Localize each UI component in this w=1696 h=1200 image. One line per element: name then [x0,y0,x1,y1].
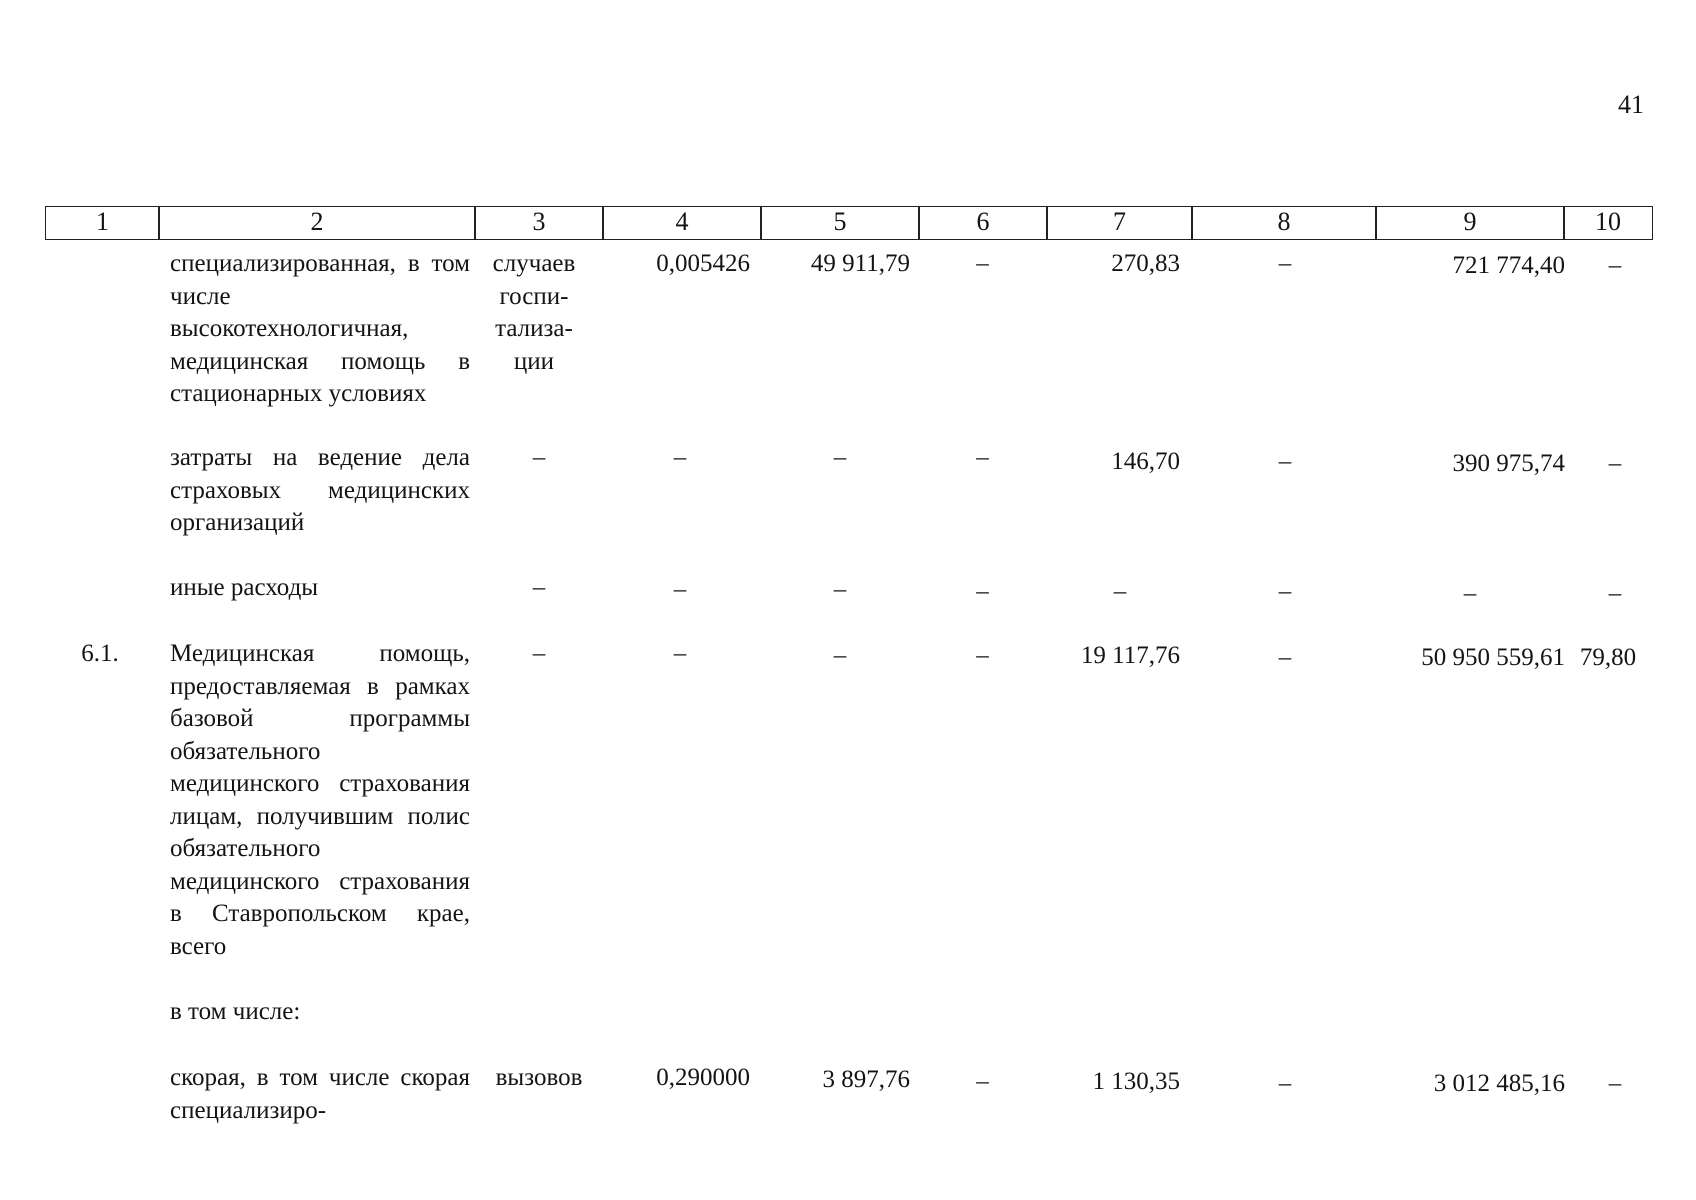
row-unit: – [532,574,546,601]
row-description: скорая, в том числе скорая специализиро- [170,1064,470,1124]
row-col-7: 146,70 [1111,448,1180,475]
page-number: 41 [1618,90,1644,119]
header-cell-4: 4 [602,206,762,240]
header-cell-1: 1 [45,206,160,240]
header-cell-10: 10 [1563,206,1653,240]
row-col-9: – [1463,580,1477,607]
row-col-9: 390 975,74 [1452,450,1565,477]
row-description: затраты на ведение дела страховых медицинских организаций [170,444,470,536]
row-col-6: – [976,444,989,471]
header-cell-9: 9 [1375,206,1565,240]
row-col-4: 0,290000 [656,1064,750,1091]
row-col-6: – [976,578,989,605]
row-col-10: – [1608,450,1622,477]
row-col-8: – [1278,1070,1292,1097]
row-col-6: – [976,1068,989,1095]
row-description: специализированная, в том числе высокотехнологичная, медицинская помощь в стационарных условиях [170,250,470,407]
row-col-8: – [1278,448,1292,475]
row-col-5: – [833,444,847,471]
row-description: Медицинская помощь, предоставляемая в рамках базовой программы обязательного медицинского страхования лицам, получившим полис обязательного медицинского страхования в Ставропольском крае, всего [170,640,470,960]
row-col-10: – [1608,580,1622,607]
row-col-10: – [1608,252,1622,279]
table-header-row [45,206,1653,242]
row-description: иные расходы [170,574,319,601]
row-col-10: – [1608,1070,1622,1097]
row-col-10: 79,80 [1579,644,1637,671]
row-col-8: – [1278,250,1292,277]
header-cell-7: 7 [1046,206,1193,240]
row-col-7: 19 117,76 [1080,642,1180,669]
row-col-5: 3 897,76 [822,1066,910,1093]
row-col-7: 1 130,35 [1092,1068,1180,1095]
row-col-4: – [673,444,687,471]
row-unit: случаев госпи-тализа-ции [492,250,576,375]
row-col-4: 0,005426 [656,250,750,277]
header-cell-3: 3 [474,206,604,240]
row-col-7: – [1113,578,1127,605]
row-col-9: 721 774,40 [1452,252,1565,279]
row-col-8: – [1278,644,1292,671]
row-unit: вызовов [495,1064,583,1091]
header-cell-8: 8 [1191,206,1377,240]
row-description: в том числе: [170,998,301,1025]
header-cell-5: 5 [760,206,920,240]
header-cell-6: 6 [918,206,1048,240]
row-col-5: – [833,642,847,669]
row-col-9: 50 950 559,61 [1421,644,1565,671]
row-col-7: 270,83 [1111,250,1180,277]
header-cell-2: 2 [158,206,476,240]
row-col-6: – [976,250,989,277]
row-unit: – [532,640,546,667]
row-col-5: 49 911,79 [810,250,910,277]
row-col-8: – [1278,578,1292,605]
row-col-4: – [673,576,687,603]
row-unit: – [532,444,546,471]
row-col-6: – [976,642,989,669]
row-col-5: – [833,576,847,603]
row-col-4: – [673,640,687,667]
row-number: 6.1. [81,640,119,667]
row-col-9: 3 012 485,16 [1433,1070,1565,1097]
